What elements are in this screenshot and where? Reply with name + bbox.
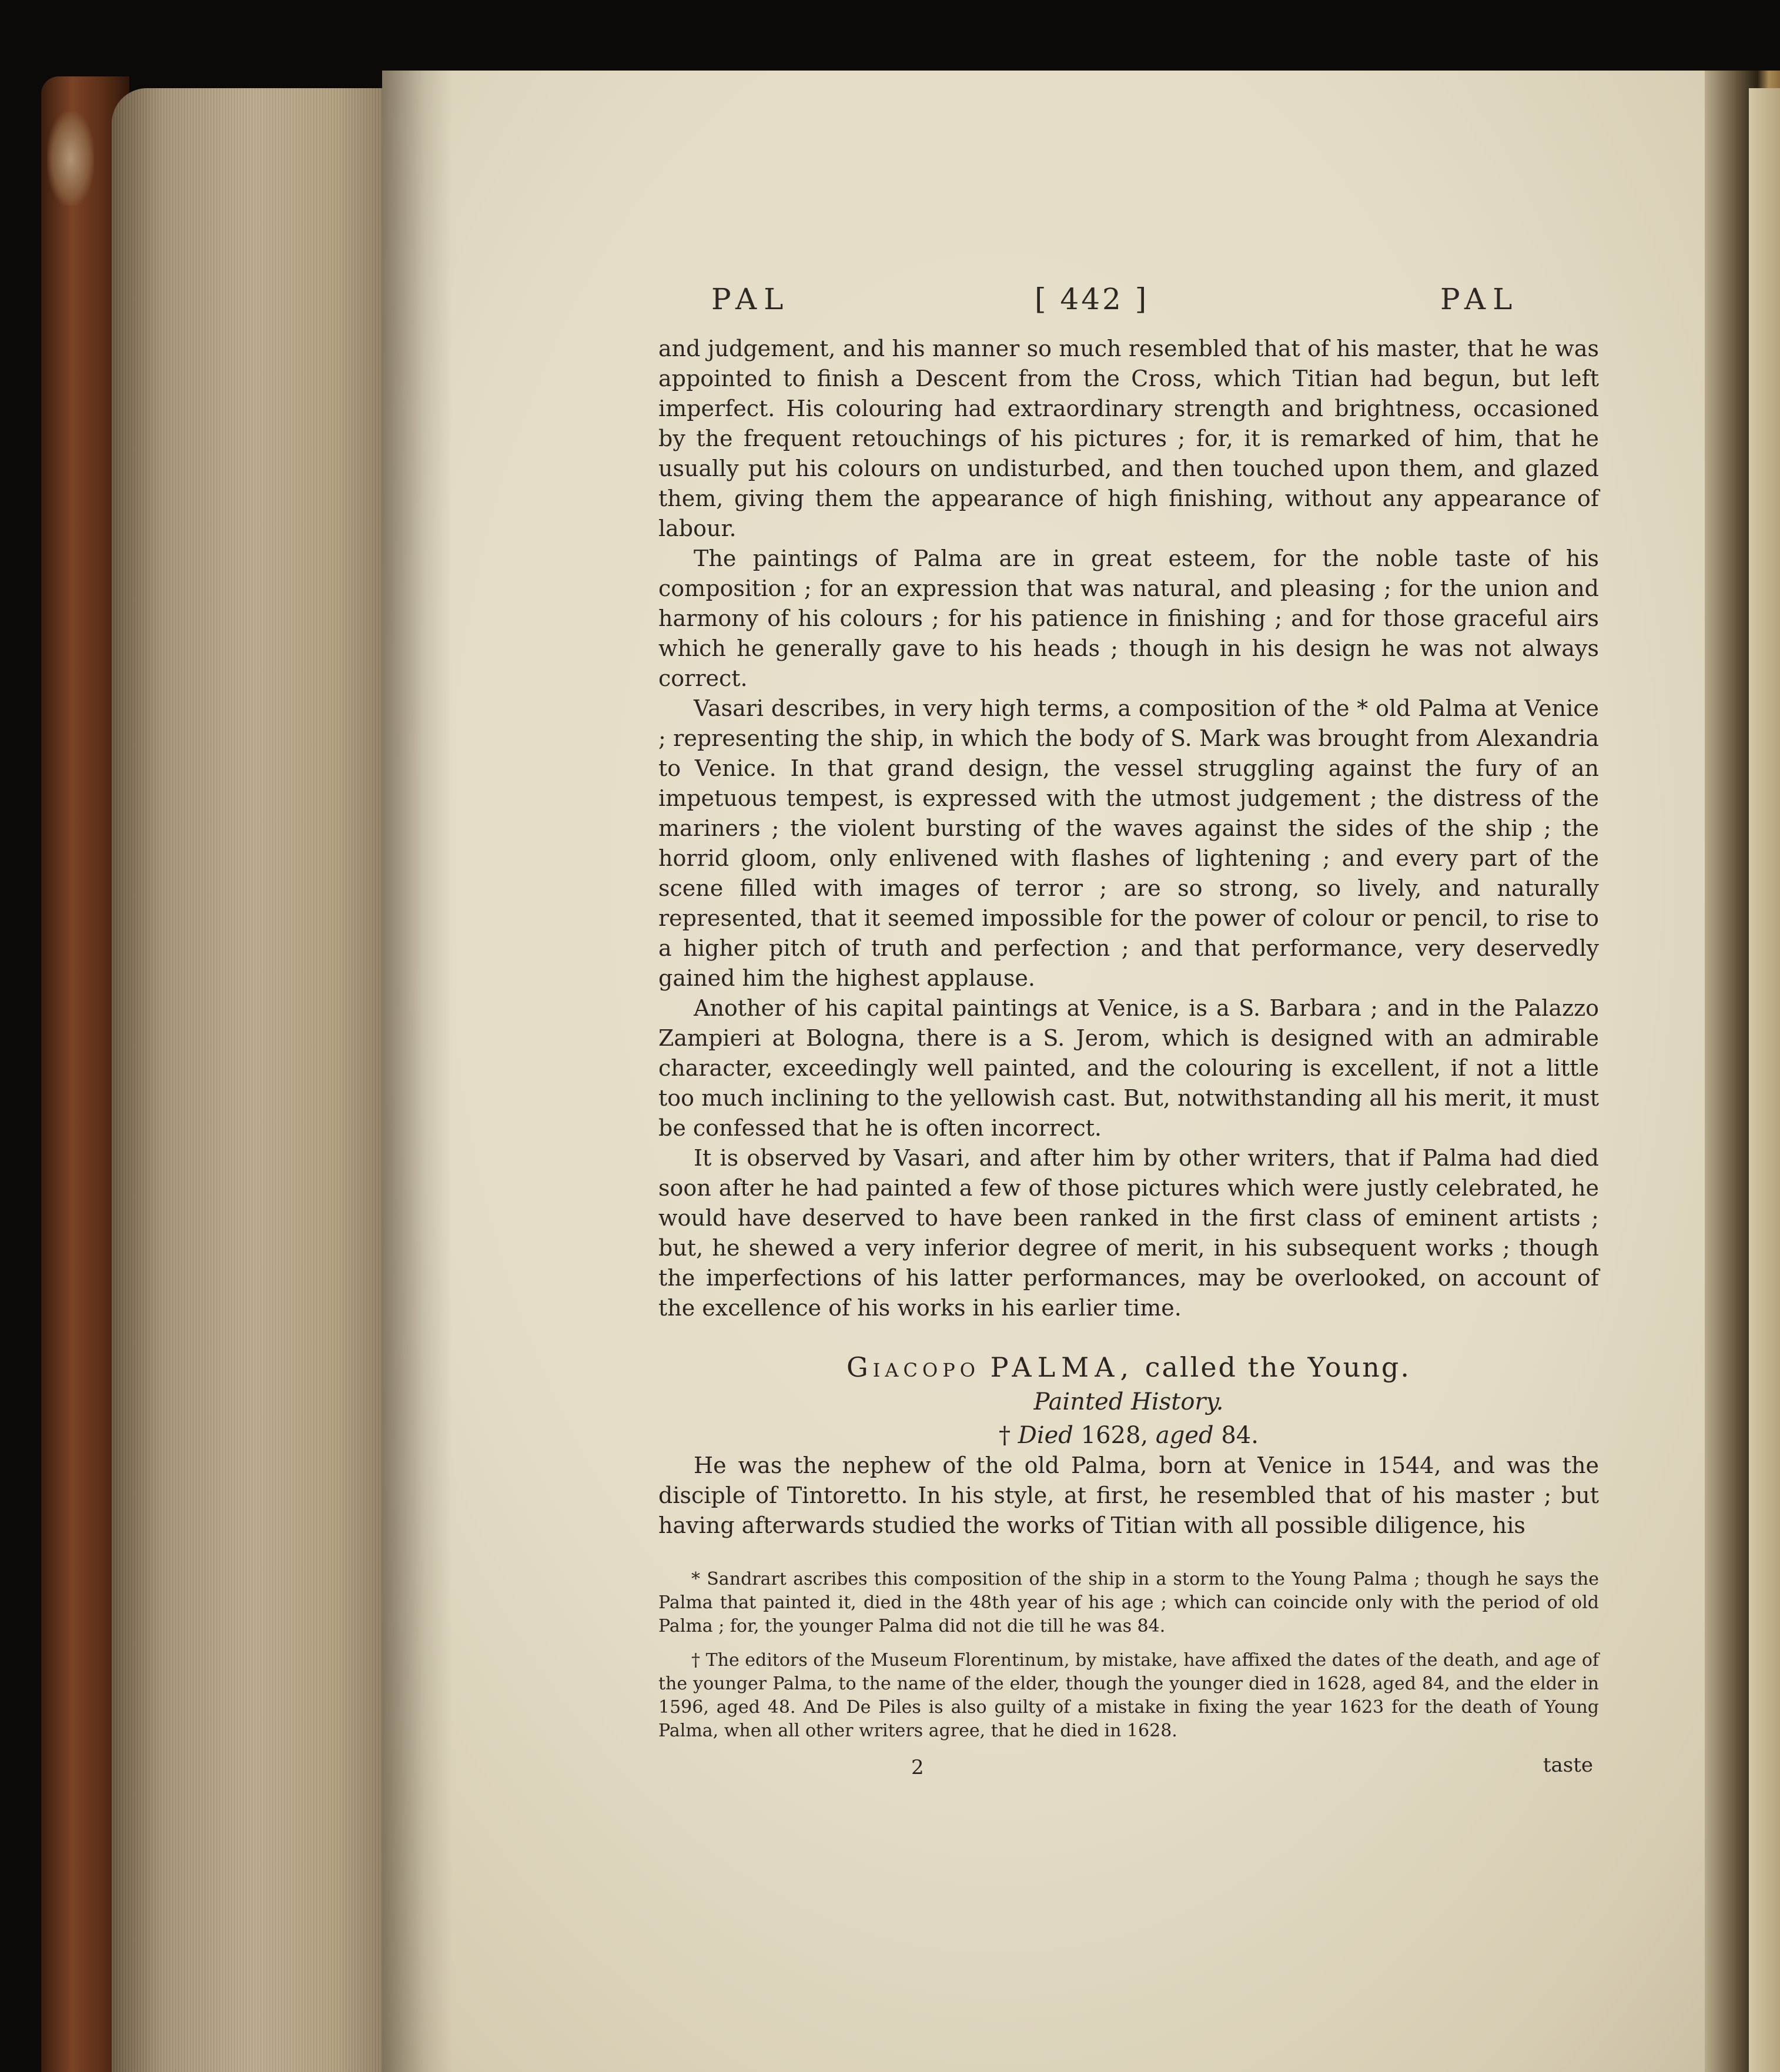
paragraph: Another of his capital paintings at Venice, is a S. Barbara ; and in the Palazzo Zampieri at Bologna, there is a S. Jerom, which is designed with an admirable character, exceedingly well painted, and the colouring is excellent, if not a little too much inclining to the yellowish cast. But, notwithstanding all his merit, it must be confessed that he is often incorrect.: [658, 995, 1599, 1141]
aged-label: aged: [1155, 1422, 1214, 1449]
died-year: 1628,: [1080, 1422, 1149, 1449]
page-shadow: [382, 71, 453, 2072]
paragraph: and judgement, and his manner so much resembled that of his master, that he was appointed to finish a Descent from the Cross, which Titian had begun, but left imperfect. His colouring had extraordinary strength and brightness, occasioned by the frequent retouchings of his pictures ; for, it is remarked of him, that he usually put his colours on undisturbed, and then touched upon them, and glazed them, giving them the appearance of high finishing, without any appearance of labour.: [658, 336, 1599, 541]
page-number: [ 442 ]: [1035, 282, 1149, 316]
catchword: taste: [1543, 1753, 1593, 1777]
header-right: PAL: [1440, 282, 1520, 316]
page-edges: [112, 88, 394, 2072]
died-label: Died: [1018, 1422, 1073, 1449]
body-text: [658, 334, 1599, 1541]
signature-mark: 2: [911, 1756, 924, 1779]
heading-dates: [658, 1421, 1599, 1451]
heading-epithet: called the Young.: [1145, 1351, 1411, 1383]
aged-value: 84.: [1221, 1422, 1259, 1449]
dagger-mark: †: [999, 1422, 1011, 1449]
paragraph: Vasari describes, in very high terms, a composition of the * old Palma at Venice ; representing the ship, in which the body of S. Mark was brought from Alexandria to Venice. In that grand design, the vessel struggling against the fury of an impetuous tempest, is expressed with the utmost judgement ; the distress of the mariners ; the violent bursting of the waves against the sides of the ship ; the horrid gloom, only enlivened with flashes of lightening ; and every part of the scene filled with images of terror ; are so strong, so lively, and naturally represented, that it seemed impossible for the power of colour or pencil, to rise to a higher pitch of truth and perfection ; and that performance, very deservedly gained him the highest applause.: [658, 695, 1599, 991]
heading-surname: PALMA,: [990, 1351, 1135, 1383]
footnote: † The editors of the Museum Florentinum, by mistake, have affixed the dates of the death, and age of the younger Palma, to the name of the elder, though the younger died in 1628, aged 84, and the elder in 1596, aged 48. And De Piles is also guilty of a mistake in fixing the year 1623 for the death of Young Palma, when all other writers agree, that he died in 1628.: [658, 1650, 1599, 1741]
text-block: [658, 276, 1599, 1789]
paragraph: It is observed by Vasari, and after him by other writers, that if Palma had died soon after he had painted a few of those pictures which were justly celebrated, he would have deserved to have been ranked in the first class of eminent artists ; but, he shewed a very inferior degree of merit, in his subsequent works ; though the imperfections of his latter performances, may be overlooked, on account of the excellence of his works in his earlier time.: [658, 1145, 1599, 1321]
page-footer: [658, 1753, 1599, 1789]
cover-wear-mark: [47, 112, 94, 206]
running-header: [658, 276, 1599, 323]
header-left: PAL: [711, 282, 791, 316]
footnotes: [658, 1568, 1599, 1743]
facing-page-edge: [1749, 88, 1780, 2072]
footnote: * Sandrart ascribes this composition of the ship in a storm to the Young Palma ; though he says the Palma that painted it, died in the 48th year of his age ; which can coincide only with the period of old Palma ; for, the younger Palma did not die till he was 84.: [658, 1569, 1599, 1636]
section-heading: [658, 1353, 1599, 1383]
paragraph: He was the nephew of the old Palma, born at Venice in 1544, and was the disciple of Tintoretto. In his style, at first, he resembled that of his master ; but having afterwards studied the works of Titian with all possible diligence, his: [658, 1452, 1599, 1538]
heading-subtitle: Painted History.: [1033, 1388, 1224, 1415]
paragraph: The paintings of Palma are in great esteem, for the noble taste of his composition ; for an expression that was natural, and pleasing ; for the union and harmony of his colours ; for his patience in finishing ; and for those graceful airs which he generally gave to his heads ; though in his design he was not always correct.: [658, 545, 1599, 691]
heading-given-name: Giacopo: [846, 1351, 981, 1383]
